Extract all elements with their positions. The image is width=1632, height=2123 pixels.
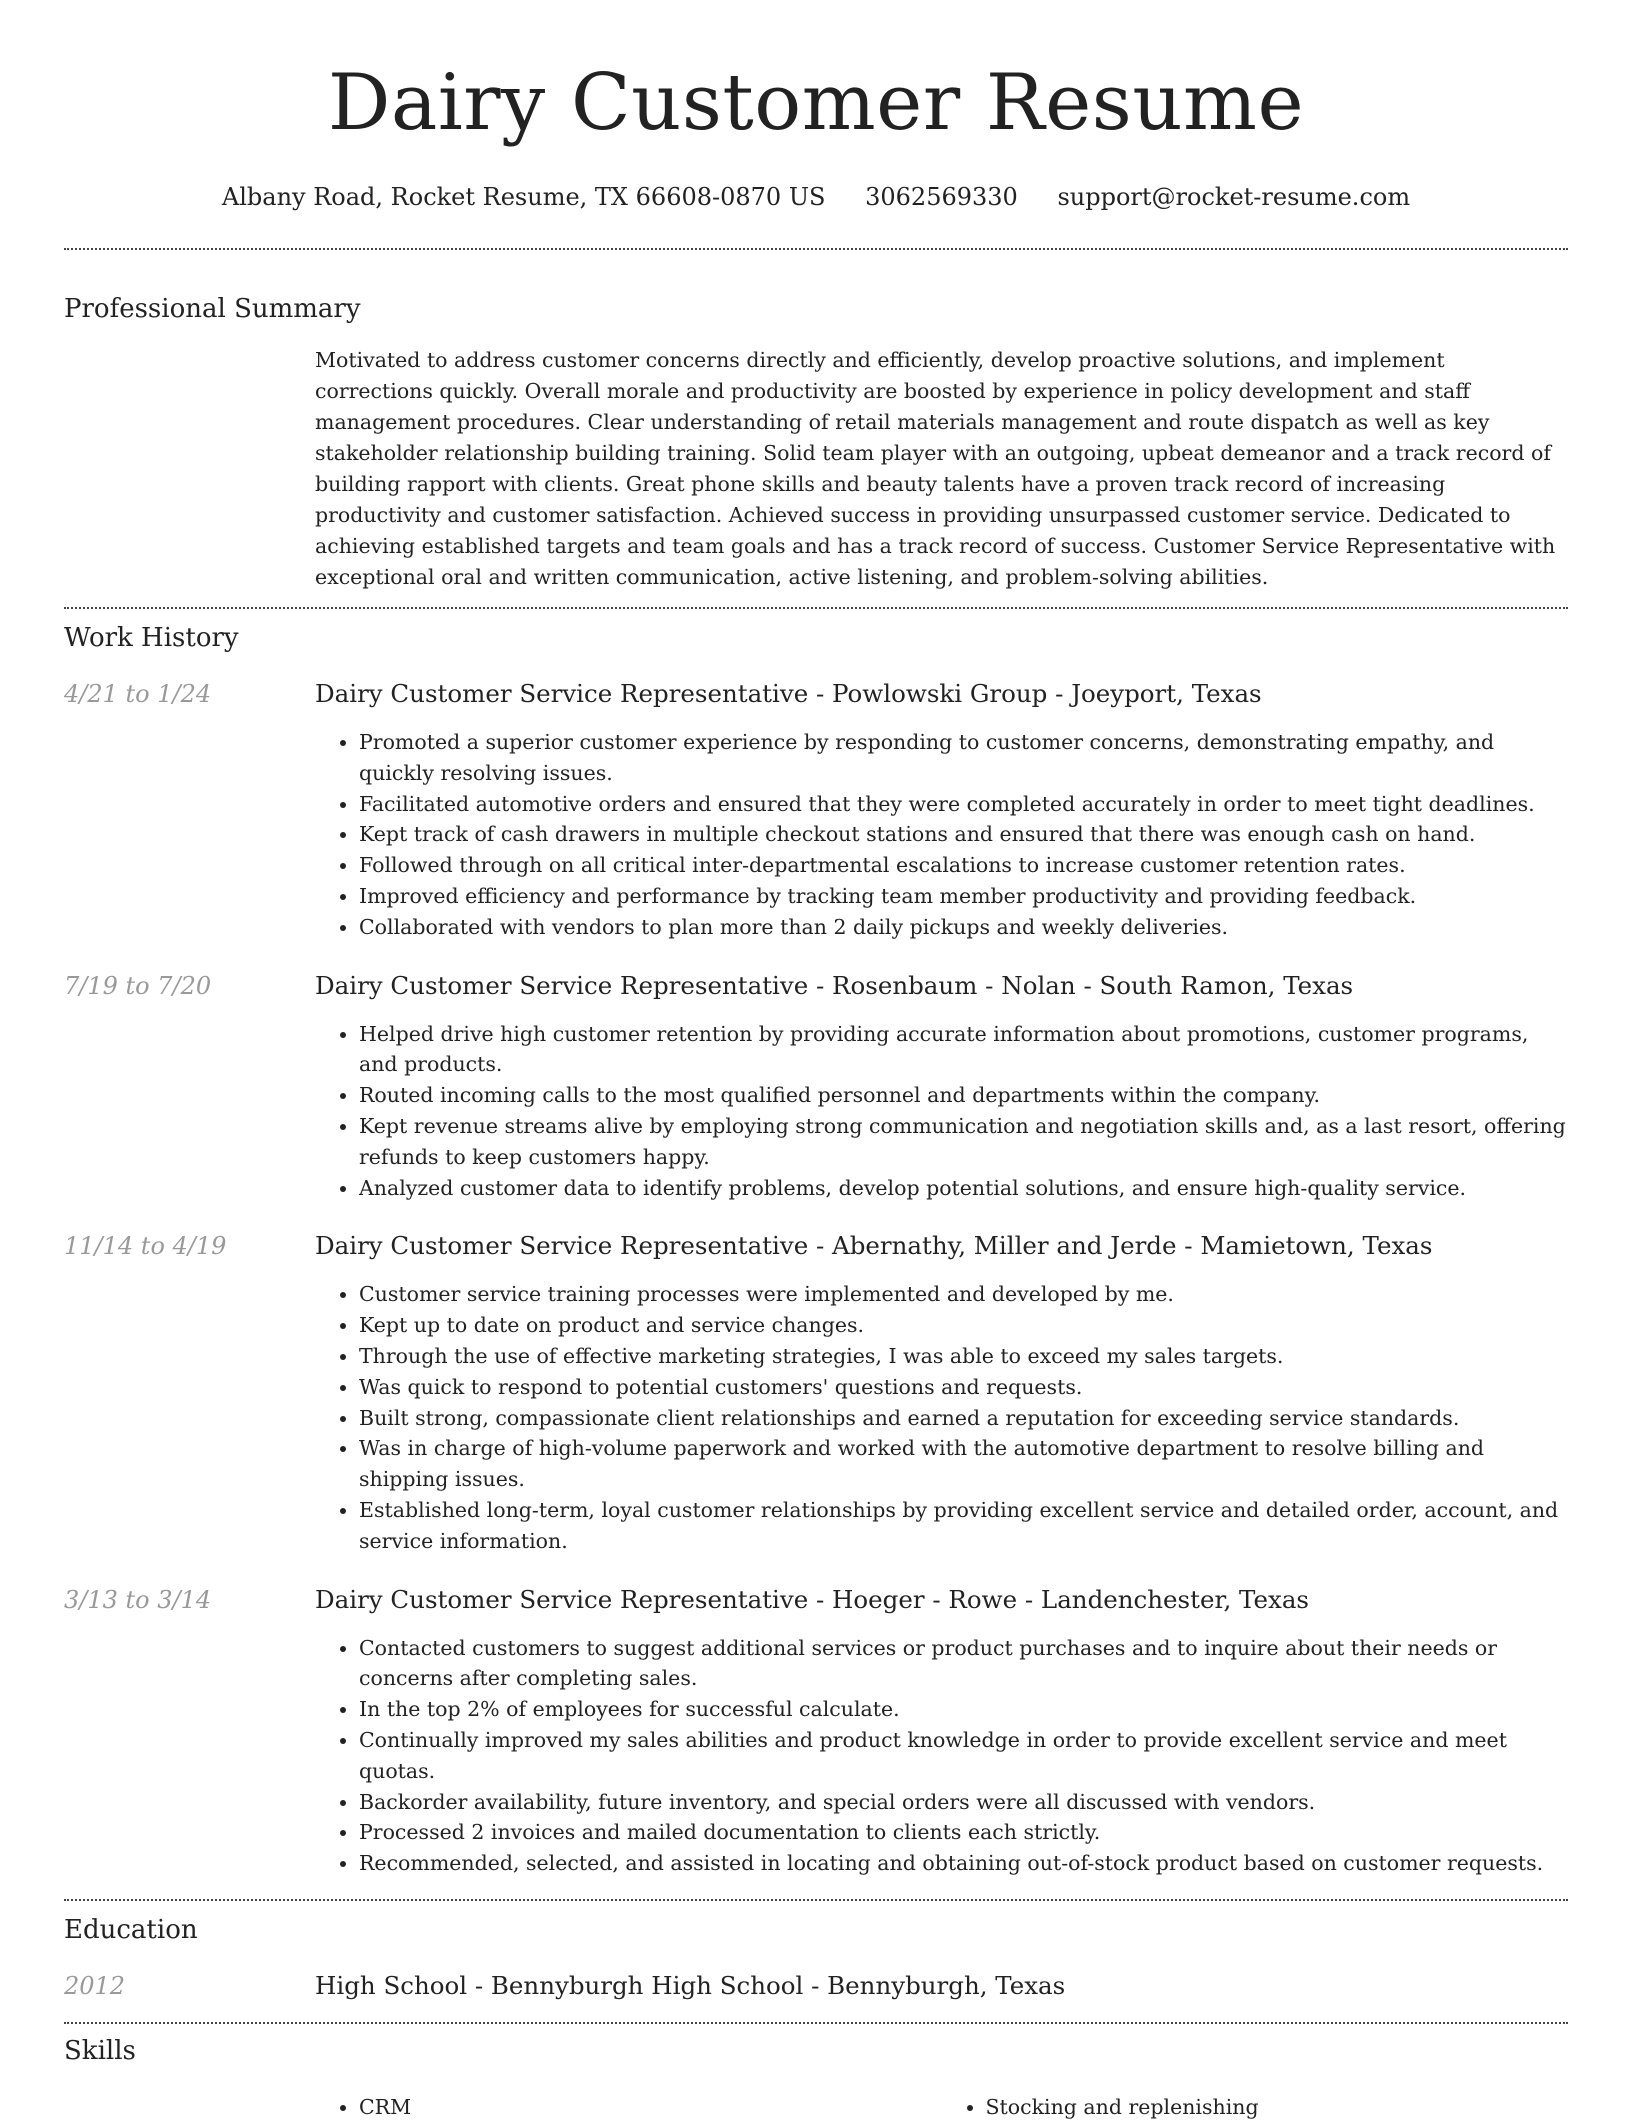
list-item: • Collaborated with vendors to plan more than 2 daily pickups and weekly deliveries. bbox=[359, 912, 1568, 943]
list-item: • Built strong, compassionate client relationships and earned a reputation for exceeding service standards. bbox=[359, 1403, 1568, 1434]
job-heading: Dairy Customer Service Representative - Hoeger - Rowe - Landenchester, Texas bbox=[315, 1584, 1309, 1614]
job-entry bbox=[64, 1230, 1568, 1556]
job-body bbox=[315, 1584, 1568, 1879]
section-label-education: Education bbox=[64, 1914, 198, 1945]
job-dates: 11/14 to 4/19 bbox=[64, 1232, 227, 1261]
divider-header bbox=[64, 248, 1568, 250]
list-item: • Contacted customers to suggest additional services or product purchases and to inquire about their needs or concerns after completing sales. bbox=[359, 1633, 1568, 1695]
list-item: • In the top 2% of employees for successful calculate. bbox=[359, 1694, 1568, 1725]
job-entry bbox=[64, 1584, 1568, 1879]
education-year: 2012 bbox=[64, 1971, 126, 2000]
job-body bbox=[315, 970, 1568, 1204]
job-bullets bbox=[315, 1633, 1568, 1879]
resume-title: Dairy Customer Resume bbox=[327, 58, 1305, 148]
summary-body bbox=[315, 345, 1568, 593]
list-item: • Improved efficiency and performance by tracking team member productivity and providing feedback. bbox=[359, 881, 1568, 912]
list-item: • Through the use of effective marketing strategies, I was able to exceed my sales targets. bbox=[359, 1341, 1568, 1372]
list-item: • Was in charge of high-volume paperwork and worked with the automotive department to resolve billing and shipping issues. bbox=[359, 1433, 1568, 1495]
contact-phone: 3062569330 bbox=[865, 183, 1018, 211]
summary-row bbox=[64, 345, 1568, 593]
list-item: • Helped drive high customer retention by providing accurate information about promotions, customer programs, and products. bbox=[359, 1019, 1568, 1081]
section-summary bbox=[64, 292, 1568, 593]
section-education bbox=[64, 1913, 1568, 2002]
job-body bbox=[315, 1230, 1568, 1556]
section-skills bbox=[64, 2034, 1568, 2123]
list-item: • Analyzed customer data to identify problems, develop potential solutions, and ensure high-quality service. bbox=[359, 1173, 1568, 1204]
list-item: • Facilitated automotive orders and ensured that they were completed accurately in order to meet tight deadlines. bbox=[359, 789, 1568, 820]
contact-line bbox=[64, 181, 1568, 213]
divider-work bbox=[64, 1899, 1568, 1901]
list-item: • Promoted a superior customer experience by responding to customer concerns, demonstrating empathy, and quickly resolving issues. bbox=[359, 727, 1568, 789]
list-item: • Routed incoming calls to the most qualified personnel and departments within the company. bbox=[359, 1080, 1568, 1111]
skills-list-left bbox=[315, 2092, 942, 2123]
contact-address: Albany Road, Rocket Resume, TX 66608-0870 US bbox=[221, 183, 826, 211]
education-heading: High School - Bennyburgh High School - Bennyburgh, Texas bbox=[315, 1970, 1066, 2000]
job-body bbox=[315, 678, 1568, 943]
section-label-work: Work History bbox=[64, 623, 239, 653]
divider-summary bbox=[64, 607, 1568, 609]
section-label-skills: Skills bbox=[64, 2035, 136, 2066]
job-dates: 4/21 to 1/24 bbox=[64, 680, 212, 708]
education-entry bbox=[64, 1970, 1568, 2002]
list-item: • Continually improved my sales abilities and product knowledge in order to provide excellent service and meet quotas. bbox=[359, 1725, 1568, 1787]
list-item: • Established long-term, loyal customer relationships by providing excellent service and detailed order, account, and service information. bbox=[359, 1495, 1568, 1557]
list-item: • CRM bbox=[359, 2092, 942, 2123]
list-item: • Followed through on all critical inter-departmental escalations to increase customer retention rates. bbox=[359, 850, 1568, 881]
job-dates: 3/13 to 3/14 bbox=[64, 1585, 212, 1614]
job-entry bbox=[64, 678, 1568, 943]
section-work-history bbox=[64, 621, 1568, 1879]
skills-row bbox=[64, 2092, 1568, 2123]
job-heading: Dairy Customer Service Representative - Rosenbaum - Nolan - South Ramon, Texas bbox=[315, 970, 1354, 1000]
list-item: • Stocking and replenishing bbox=[986, 2092, 1569, 2123]
list-item: • Kept track of cash drawers in multiple checkout stations and ensured that there was enough cash on hand. bbox=[359, 819, 1568, 850]
education-body bbox=[315, 1970, 1568, 2002]
list-item: • Backorder availability, future inventory, and special orders were all discussed with vendors. bbox=[359, 1787, 1568, 1818]
list-item: • Was quick to respond to potential customers' questions and requests. bbox=[359, 1372, 1568, 1403]
skills-grid bbox=[315, 2092, 1568, 2123]
job-entry bbox=[64, 970, 1568, 1204]
list-item: • Recommended, selected, and assisted in locating and obtaining out-of-stock product based on customer requests. bbox=[359, 1848, 1568, 1879]
summary-text: Motivated to address customer concerns directly and efficiently, develop proactive solutions, and implement corrections quickly. Overall morale and productivity are boosted by experience in policy development and staff management procedures. Clear understanding of retail materials management and route dispatch as well as key stakeholder relationship building training. Solid team player with an outgoing, upbeat demeanor and a track record of building rapport with clients. Great phone skills and beauty talents have a proven track record of increasing productivity and customer satisfaction. Achieved success in providing unsurpassed customer service. Dedicated to achieving established targets and team goals and has a track record of success. Customer Service Representative with exceptional oral and written communication, active listening, and problem-solving abilities. bbox=[315, 348, 1556, 589]
section-label-summary: Professional Summary bbox=[64, 294, 361, 324]
job-bullets bbox=[315, 1279, 1568, 1556]
contact-email: support@rocket-resume.com bbox=[1057, 183, 1411, 211]
divider-education bbox=[64, 2022, 1568, 2024]
job-bullets bbox=[315, 727, 1568, 943]
list-item: • Customer service training processes were implemented and developed by me. bbox=[359, 1279, 1568, 1310]
list-item: • Kept up to date on product and service changes. bbox=[359, 1310, 1568, 1341]
job-heading: Dairy Customer Service Representative - Powlowski Group - Joeyport, Texas bbox=[315, 679, 1262, 708]
job-bullets bbox=[315, 1019, 1568, 1204]
list-item: • Kept revenue streams alive by employing strong communication and negotiation skills and, as a last resort, offering refunds to keep customers happy. bbox=[359, 1111, 1568, 1173]
job-heading: Dairy Customer Service Representative - Abernathy, Miller and Jerde - Mamietown, Texas bbox=[315, 1231, 1433, 1261]
job-dates: 7/19 to 7/20 bbox=[64, 971, 212, 1000]
list-item: • Processed 2 invoices and mailed documentation to clients each strictly. bbox=[359, 1817, 1568, 1848]
skills-list-right bbox=[942, 2092, 1569, 2123]
